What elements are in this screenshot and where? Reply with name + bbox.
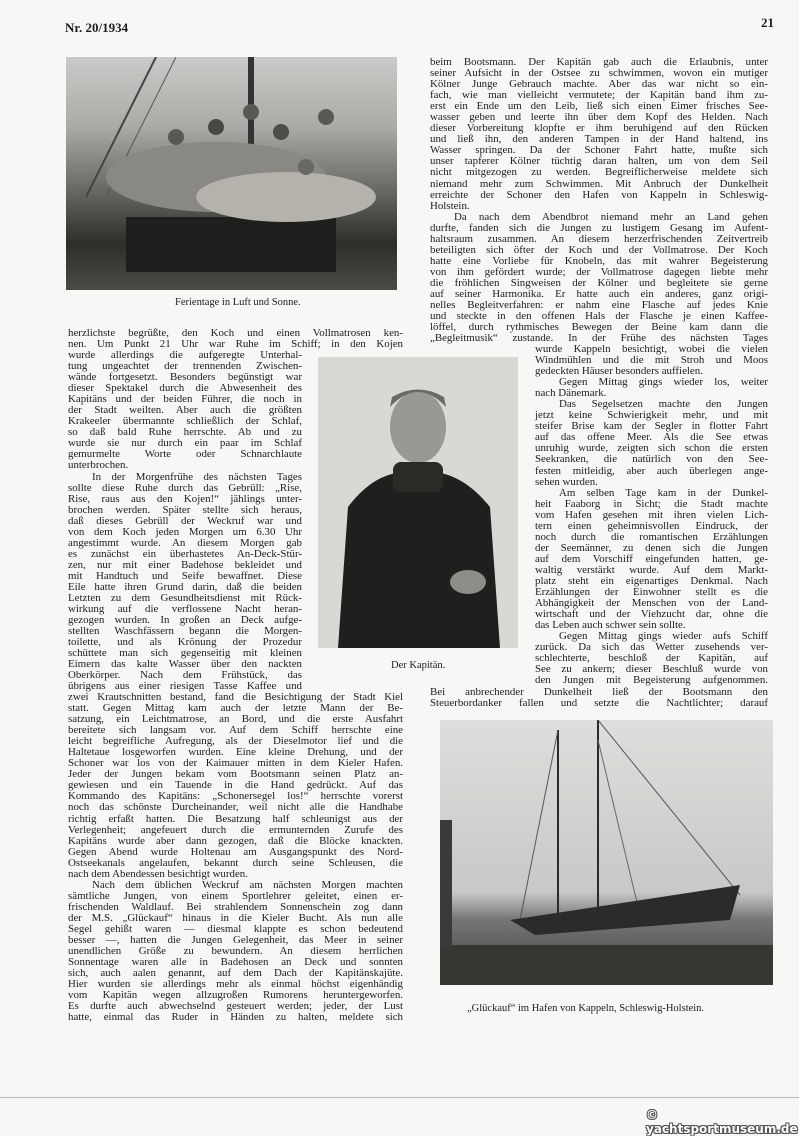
text-line: übrigens aus einer riesigen Tasse Kaffee und [68, 680, 302, 693]
text-line: seiner Aufsicht in der Ostsee zu schwimmen, wovon ein mutiger [430, 67, 768, 80]
text-line: Schoner war los von der Kaimauer mitten in dem Kieler Hafen. [68, 757, 403, 770]
text-line: sämtliche Jungen, von einem Sportlehrer geleitet, einen er- [68, 889, 403, 902]
text-line: den Jungen mit Begeisterung aufgenommen. [535, 674, 768, 687]
text-line: Hier wurden sie allerdings mehr als einmal höchst eigenhändig [68, 978, 403, 991]
text-line: gewiesen und ein Tauende in die Hand gedrückt. Auf das [68, 779, 403, 792]
issue-number: Nr. 20/1934 [65, 20, 129, 35]
text-line: Segel gehißt waren — diesmal klappte es schon bedeutend [68, 922, 403, 935]
text-line: es zunächst ein überhastetes An-Deck-Stür- [68, 547, 302, 560]
caption-photo-3: „Glückauf“ im Hafen von Kappeln, Schleswig-Holstein. [467, 1003, 705, 1014]
text-line: Ostseekanals angelaufen, bekannt durch seine Schleusen, die [68, 856, 403, 869]
text-line: durfte, fanden sich die Jungen zu lustigem Gesang im Aufent- [430, 221, 768, 234]
text-line: jetzt keine Schwierigkeit mehr, und mit [535, 409, 768, 422]
text-line: Jeder der Jungen bekam vom Bootsmann seinen Platz an- [68, 768, 403, 781]
text-line: von ihm gefördert wurde; der Vollmatrose dagegen liebte mehr [430, 265, 768, 278]
text-line: der Seemänner, zu denen sich die Jungen [535, 541, 768, 554]
text-line: wurde sie nur durch ein paar im Schlaf [68, 437, 302, 450]
photo-schooner-glueckauf [440, 720, 773, 985]
text-line: von dem Koch jeden Morgen um 6.30 Uhr [68, 525, 302, 538]
photo-boys-on-deck [66, 57, 397, 290]
text-line: stellten Waschfässern begann die Morgen- [68, 625, 302, 638]
text-line: Windmühlen und die mit Stroh und Moos [535, 354, 768, 367]
text-line: gemurmelte Worte oder Schnarchlaute [68, 448, 302, 461]
text-line: zwei Krautschnitten bestand, fand die Besichtigung der Stadt Kiel [68, 691, 403, 703]
text-line: Erzählungen der Einwohner stellt es die [535, 586, 768, 599]
text-line: und steckte in den offenen Hals der Flasche je einen Kaffee- [430, 310, 768, 323]
text-line: statt. Gegen Mittag kam auch der letzte Mann der Be- [68, 702, 403, 715]
text-line: Steuerbordanker fallen und setzte die Nachtlichter; darauf [430, 697, 768, 710]
text-line: nen. Um Punkt 21 Uhr war Ruhe im Schiff; in den Kojen [68, 338, 403, 351]
text-line: Letzten zu dem Gesundheitsdienst mit Rück- [68, 592, 302, 605]
text-line: richtig erfaßt hatten. Die Besatzung half schleunigst aus der [68, 812, 403, 825]
text-line: wurde allerdings die aufgeregte Unterhal- [68, 349, 302, 361]
text-line: Oberkörper. Nach dem Frühstück, das [68, 669, 302, 682]
text-line: nach Dänemark. [535, 387, 607, 400]
photo-captain-portrait-illustration [318, 357, 518, 648]
text-line: der Stadt weilten. Aber auch die größten [68, 404, 302, 417]
text-line: Eimern das kalte Wasser über den nackten [68, 658, 302, 671]
text-line: fach, wie man vielleicht vermutete; der Kapitän band ihm zu- [430, 89, 768, 102]
watermark-yachtsportmuseum: © yachtsportmuseum.de [646, 1108, 798, 1136]
text-line: so daß bald Ruhe herrschte. Ab und zu [68, 426, 302, 439]
text-line: mit Handtuch und Seife bewaffnet. Diese [68, 569, 302, 582]
text-line: gezogen wurden. In großen an Deck aufge- [68, 614, 302, 627]
text-line: Am selben Tage kam in der Dunkel- [559, 486, 768, 499]
text-line: dieser Spektakel durch die Abwesenheit des [68, 382, 302, 395]
text-line: tung ungeachtet der trennenden Zwischen- [68, 360, 302, 373]
text-block-left-bottom [68, 692, 403, 1023]
text-line: auf das offene Meer. Als die See etwas [535, 431, 768, 444]
text-line: Krakeeler übermannte schließlich der Schlaf, [68, 415, 302, 428]
text-line: erreichte der Schoner den Hafen von Kappeln in Schleswig- [430, 188, 768, 201]
text-line: satzung, ein Leichtmatrose, an Bord, und die erste Ausfahrt [68, 713, 403, 726]
text-line: tern einen geheimnisvollen Eindruck, der [535, 519, 768, 532]
text-line: hatte eine Vorliebe für Knobeln, das mit wahrer Begeisterung [430, 254, 768, 267]
text-line: zen, nur mit einer Badehose bekleidet und [68, 558, 302, 571]
text-line: und ließ ihn, den anderen Tampen in der Hand haltend, ins [430, 133, 768, 146]
text-line: heit Faaborg in Sicht; die Stadt machte [535, 497, 768, 510]
photo-boys-on-deck-illustration [66, 57, 397, 290]
text-line: beim Bootsmann. Der Kapitän gab auch die Erlaubnis, unter [430, 56, 768, 68]
text-line: unser tapferer Kölner tüchtig daran halten, um von dem Seil [430, 155, 768, 168]
text-line: haltsraum zusammen. An diesem herzerfrischenden Zeitvertreib [430, 232, 768, 245]
caption-photo-2: Der Kapitän. [391, 660, 446, 671]
text-line: In der Morgenfrühe des nächsten Tages [92, 470, 302, 483]
text-line: Das Segelsetzen machte den Jungen [559, 398, 768, 411]
text-line: toilette, und als Krönung der Prozedur [68, 636, 302, 649]
text-line: das Leben auch schwer sein sollte. [535, 619, 686, 632]
text-line: auf dem Vorschiff eingefunden hatten, ge- [535, 552, 768, 565]
footer-divider [0, 1097, 799, 1098]
text-line: Holstein. [430, 199, 470, 212]
text-line: angestimmt wurde. An diesem Morgen gab [68, 536, 302, 549]
caption-photo-1: Ferientage in Luft und Sonne. [175, 297, 301, 308]
text-line: Sonnentage waren alle in Badehosen an Deck und sonnten [68, 956, 403, 969]
text-line: Haltetaue losgeworfen wurden. Eine kleine Drehung, und der [68, 746, 403, 759]
text-line: waltig verstärkt wurde. Auf dem Markt- [535, 563, 768, 576]
text-line: hatte, einmal das Ruder in Händen zu halten, meldete sich [68, 1011, 403, 1024]
text-line: dieser Vorbereitung klopfte er ihm beruhigend auf den Rücken [430, 122, 768, 135]
text-line: gedeckten Häuser besonders auffielen. [535, 365, 703, 378]
text-line: Gegen Mittag gings wieder los, weiter [559, 376, 768, 389]
page-number: 21 [761, 15, 774, 30]
text-line: erst ein Ende um den Leib, ließ sich einen Eimer frisches See- [430, 100, 768, 113]
text-line: Seekranken, die natürlich von den See- [535, 453, 768, 466]
text-line: nelles Begleitverfahren: er nahm eine Flasche auf jedes Knie [430, 299, 768, 312]
text-line: löffel, durch rythmisches Bewegen der Beine kam dann die [430, 321, 768, 334]
text-line: Kapitäns und der beiden Führer, die noch in [68, 393, 302, 406]
text-line: die fröhlichen Singweisen der Kölner und begleitete sie gerne [430, 276, 768, 289]
text-line: steifer Brise kam der Segler in flotter Fahrt [535, 420, 768, 433]
text-line: auf seiner Harmonika. Er hatte auch ein anderes, ganz origi- [430, 287, 768, 300]
text-line: unruhig wurde, zeigten sich schon die ersten [535, 442, 768, 455]
text-line: Eile hatte ihren Grund darin, daß die beiden [68, 580, 302, 593]
text-line: Gegen Mittag gings wieder aufs Schiff [559, 630, 768, 643]
text-line: unendlichen Größe zu bewundern. An diesem herrlichen [68, 945, 403, 958]
text-line: herzlichste begrüßte, den Koch und einen Vollmatrosen ken- [68, 327, 403, 339]
text-line: Wasser springen. Da der Schoner Fahrt hatte, mußte sich [430, 144, 768, 157]
text-block-right-top [430, 57, 768, 344]
text-line: frischenden Waldlauf. Bei strahlendem Sonnenschein zog dann [68, 900, 403, 913]
text-line: schlechterte, beschloß der Kapitän, auf [535, 652, 768, 665]
text-line: nicht mitgezogen zu werden. Begreiflicherweise meldete sich [430, 166, 768, 179]
text-line: sollte diese Ruhe durch das Gebrüll: „Rise, [68, 481, 302, 494]
text-line: Kölner Junge Gebrauch machte. Aber das war nicht so ein- [430, 78, 768, 91]
text-block-left-narrow [68, 350, 302, 692]
text-line: schüttete man sich gegenseitig mit kleinen [68, 647, 302, 660]
text-line: noch das schönste Durcheinander, weil nicht alle die Handhabe [68, 801, 403, 814]
text-line: wasser geben und leerte ihn über dem Kopf des Helden. Nach [430, 111, 768, 124]
text-line: Bei anbrechender Dunkelheit ließ der Bootsmann den [430, 686, 768, 698]
text-line: wände fortgesetzt. Besonders begünstigt war [68, 371, 302, 384]
text-line: leicht begreifliche Aufregung, als der Dieselmotor lief und die [68, 735, 403, 748]
photo-schooner-illustration [440, 720, 773, 985]
text-line: sich, auch aalen genannt, auf dem Dach der Kapitänskajüte. [68, 967, 403, 980]
text-line: platz steht ein eigenartiges Denkmal. Nach [535, 574, 768, 587]
text-line: Abhängigkeit der Menschen von der Land- [535, 597, 768, 610]
text-line: beteiligten sich öfter der Koch und der Vollmatrose. Der Koch [430, 243, 768, 256]
text-block-left-top [68, 328, 403, 350]
text-line: bereitete sich langsam vor. Auf dem Schiff herrschte eine [68, 724, 403, 737]
text-line: niemand mehr zum Schwimmen. Mit Anbruch der Dunkelheit [430, 177, 768, 190]
text-line: See zu ankern; dieser Beschluß wurde von [535, 663, 768, 676]
text-line: sehen wurden. [535, 475, 598, 488]
text-block-right-narrow [535, 344, 768, 686]
text-line: Kapitäns wurde aber dann gezogen, daß die Blöcke knackten. [68, 834, 403, 847]
text-line: vom Kapitän wegen allzugroßen Rumorens heruntergeworfen. [68, 989, 403, 1002]
text-line: besser —, hatten die Jungen Gelegenheit, das Meer in seiner [68, 934, 403, 947]
text-line: Kommando des Kapitäns: „Schonersegel los!“ herrschte vorerst [68, 790, 403, 803]
text-line: unterbrochen. [68, 459, 129, 472]
text-line: „Begleitmusik“ zustande. In der Frühe des nächsten Tages [430, 332, 768, 345]
text-block-right-bottom [430, 687, 768, 709]
text-line: Da nach dem Abendbrot niemand mehr an Land gehen [454, 210, 768, 223]
text-line: Es durfte auch abwechselnd gesteuert werden; jeder, der Lust [68, 1000, 403, 1013]
text-line: daß dieses Gebrüll der Weckruf war und [68, 514, 302, 527]
text-line: der M.S. „Glückauf“ hinaus in die Kieler Bucht. Als nun alle [68, 911, 403, 924]
text-line: wurde Kappeln besichtigt, wobei die vielen [535, 343, 768, 355]
text-line: festen mitleidig, aber auch überlegen ange- [535, 464, 768, 477]
text-line: Verlegenheit; angefeuert durch die ermunternden Zurufe des [68, 823, 403, 836]
text-line: zurück. Da sich das Wetter zusehends ver- [535, 641, 768, 654]
text-line: wirkung auf die verflossene Nacht heran- [68, 603, 302, 616]
text-line: brochen werden. Später stellte sich heraus, [68, 503, 302, 516]
text-line: Nach dem üblichen Weckruf am nächsten Morgen machten [92, 878, 403, 891]
text-line: noch durch die romantischen Erzählungen [535, 530, 768, 543]
text-line: nach dem Abendessen besichtigt wurden. [68, 867, 248, 880]
text-line: Rise, raus aus den Kojen!“ jählings unter- [68, 492, 302, 505]
text-line: Gegen Abend wurde Holtenau am Ausgangspunkt des Nord- [68, 845, 403, 858]
text-line: wirtschaft und der Viehzucht dar, ohne die [535, 608, 768, 621]
text-line: vom Hafen gesehen mit ihren vielen Lich- [535, 508, 768, 521]
photo-captain-portrait [318, 357, 518, 648]
